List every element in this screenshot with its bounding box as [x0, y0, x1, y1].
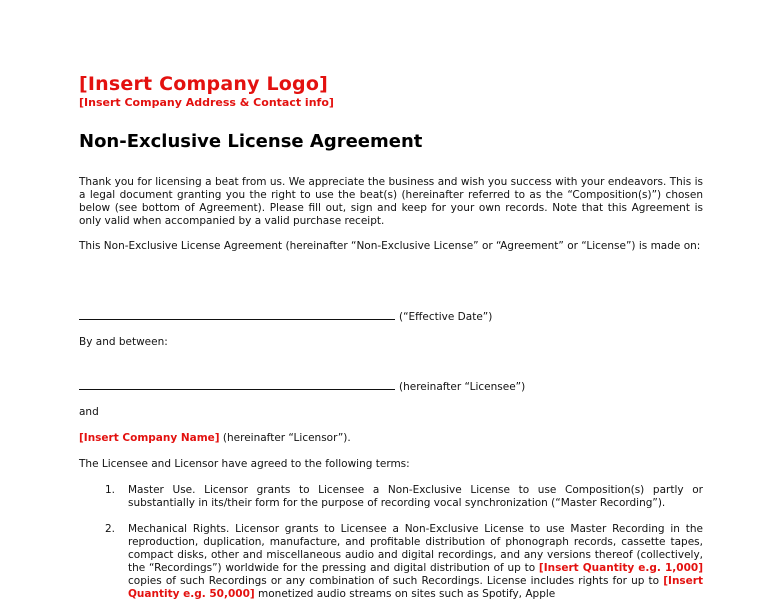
quantity-placeholder-copies: [Insert Quantity e.g. 1,000] [538, 562, 704, 574]
quantity-placeholder-streams: [Insert Quantity e.g. 50,000] [128, 575, 703, 600]
terms-intro: The Licensee and Licensor have agreed to the following terms: [79, 458, 410, 470]
intro-paragraph: Thank you for licensing a beat from us. We appreciate the business and wish you success with your endeavors. This is a legal document granting you the right to use the beat(s) (hereinafter referred to as the “Composition(s)”) chosen below (see bottom of Agreement). Please fill out, sign and keep for your own records. Note that this Agreement is only valid when accompanied by a valid purchase receipt. [79, 176, 703, 227]
list-item-text [128, 523, 703, 601]
company-name-placeholder: [Insert Company Name] [79, 432, 220, 444]
effective-date-label: (“Effective Date”) [399, 311, 493, 323]
document-title: Non-Exclusive License Agreement [79, 131, 423, 152]
list-item-number: 2. [105, 523, 116, 535]
licensee-row [79, 379, 525, 394]
list-item [79, 523, 703, 601]
term-text-part: monetized audio streams on sites such as Spotify, Apple [258, 588, 556, 600]
term-text-part: copies of such Recordings or any combination of such Recordings. License includes rights for up to [128, 575, 660, 587]
licensee-blank[interactable] [79, 379, 395, 390]
list-item-number: 1. [105, 484, 116, 496]
made-on-paragraph: This Non-Exclusive License Agreement (hereinafter “Non-Exclusive License” or “Agreement” or “License”) is made on: [79, 240, 701, 252]
effective-date-row [79, 309, 492, 324]
company-address-placeholder: [Insert Company Address & Contact info] [79, 96, 334, 109]
list-item-text: Master Use. Licensor grants to Licensee a Non-Exclusive License to use Composition(s) partly or substantially in its/their form for the purpose of recording vocal synchronization (“Master Recording”). [128, 484, 703, 509]
and-text: and [79, 406, 99, 418]
by-between-text: By and between: [79, 336, 168, 348]
licensee-label: (hereinafter “Licensee”) [399, 381, 526, 393]
list-item [79, 484, 703, 510]
licensor-label: (hereinafter “Licensor”). [222, 432, 351, 444]
licensor-row [79, 432, 351, 445]
term-text-part: Mechanical Rights. Licensor grants to Licensee a Non-Exclusive License to use Master Recording in the reproduction, duplication, manufacture, and profitable distribution of phonograph records, cassette tapes, compact disks, other and miscellaneous audio and digital recordings, and any versions thereof (collectively, the “Recordings”) worldwide for the pressing and digital distribution of up to [128, 523, 703, 574]
effective-date-blank[interactable] [79, 309, 395, 320]
company-logo-placeholder: [Insert Company Logo] [79, 73, 328, 95]
